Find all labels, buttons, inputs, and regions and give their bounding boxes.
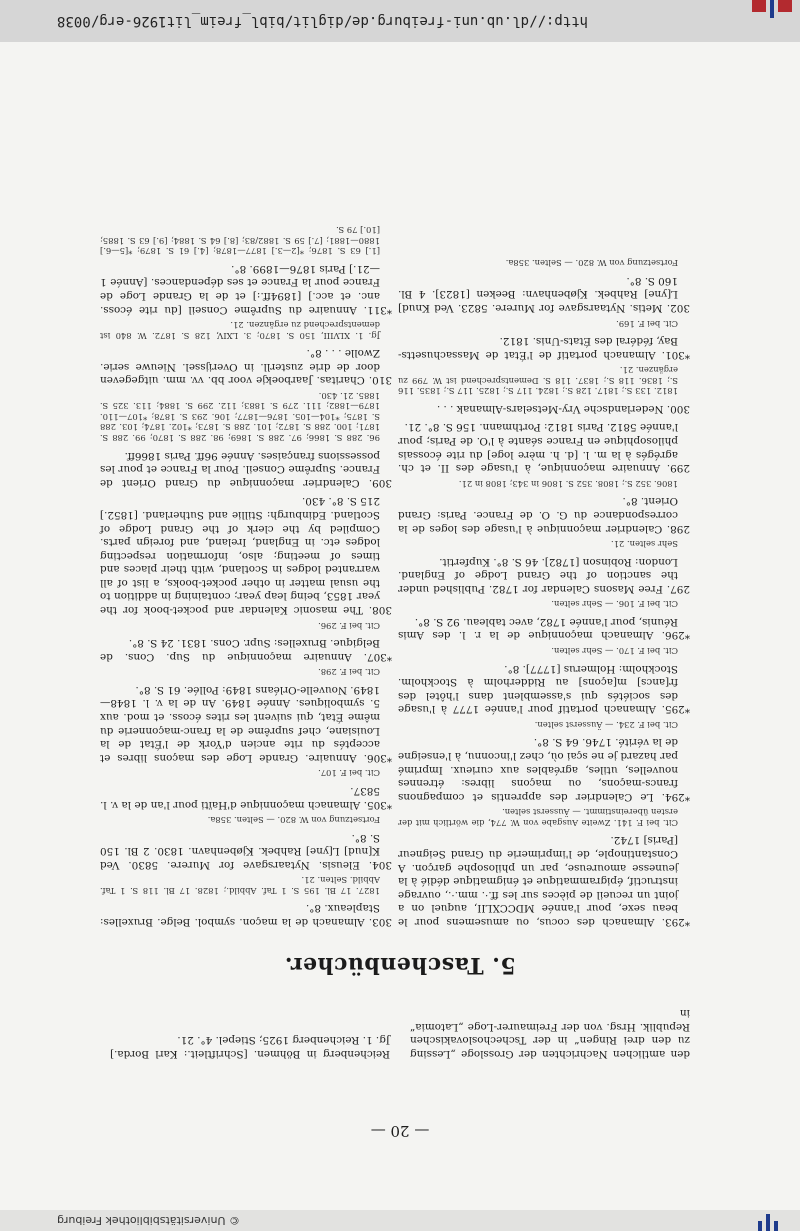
- bibliography-entry: 297. Free Masons Calendar for 1782. Published under the sanction of the Grand Lodge of England. London: Robinson [1782]. 46 S. 8°. Kupfertit.: [398, 555, 690, 595]
- intro-right: Reichenberg in Böhmen. [Schriftleit.: Karl Borda.] Jg. 1. Reichenberg 1925; Stiepel. 4°. 21.: [110, 1034, 390, 1060]
- entry-note: Cit. bei F. 169.: [616, 318, 678, 329]
- watermark-strip: [0, 1210, 800, 1231]
- bibliography-entry: *307. Annuaire maçonnique du Sup. Cons. de Belgique. Bruxelles: Supr. Cons. 1831. 24 S. 8°.: [100, 637, 392, 663]
- bibliography-entry: 299. Annuaire maçonnique, à l'usage des II. et ch. agrégés à la m. l. [d. h. mère loge] du rite écossais philosophique en France séante à l'O. de Paris; pour l'année 5812. Paris 1812: Porthmann. 156 S. 8°. 21.: [398, 421, 690, 475]
- bibliography-entry: 303. Almanach de la maçon. symbol. Belge. Bruxelles: Stapleaux. 8°.: [100, 902, 392, 928]
- entry-note: 1812. 133 S.; 1817. 128 S.; 1824. 117 S.; 1825. 117 S.; 1835. 116 S.; 1836. 118 S.; 1837. 118 S. Dementsprechend ist W. 799 zu ergänzen. 21.: [398, 365, 678, 397]
- entry-note: Cit. bei F. 141. Zweite Ausgabe von W. 774, die wörtlich mit der ersten übereinstimmt. — Äusserst selten.: [398, 807, 678, 828]
- bibliography-entry: *301. Almanach portatif de l'État de Massachusetts-Bay, fédéral des États-Unis. 1812.: [398, 335, 690, 361]
- bibliography-entry: *293. Almanach des cocus, ou amusemens pour le beau sexe, pour l'année MDCCXLII, auquel on a joint un recueil de pièces sur les ff.·. mm.·., ouvrage instructif, épigrammatique et énigmatique dédié à la jeunesse amoureuse, par un philosophe garçon. A Constantinople, de l'imprimerie du Grand Seigneur [Paris] 1742.: [398, 834, 690, 928]
- left-column: [398, 254, 690, 928]
- bibliography-entry: 302. Metis. Nytaarsgave for Murere. 5823. Ved Knud] L[yne] Rahbek. Kjøbenhavn: Beeken [1823]. 4 Bl. 160 S. 8°.: [398, 274, 690, 315]
- bibliography-entry: *306. Annuaire. Grande Loge des maçons libres et acceptés du rite ancien d'York de l'État de la Louisiane, chef suprême de la franc-maçonnerie du même État, qui suivent les rites écoss. et mod. aux 5. symboliques. Année 1849. An de la v. l. 1848—1849. Nouvelle-Orléans 1849: Pollée. 61 S. 8°.: [100, 683, 392, 764]
- entry-note: 96. 288 S. 1866; 97. 288 S. 1869; 98. 288 S. 1870; 99. 288 S. 1871; 100. 288 S. 1872; 101. 288 S. 1873; *102. 1874; 103. 288 S. 1875; *104—105. 1876—1877; 106. 293 S. 1878; *107—110. 1879—1882; 111. 279 S. 1883; 112. 299 S. 1884; 113. 325 S. 1885. 21. 430.: [100, 390, 380, 443]
- intro-left: den amtlichen Nachrichten der Grosslogе „Lessing zu den drei Ringen“ in der Tschechoslovakischen Republik. Hrsg. von der Freimaurer-Loge „Latomia“ in: [410, 1007, 690, 1060]
- entry-note: Cit. bei F. 107.: [318, 768, 380, 779]
- bibliography-entry: 309. Calendrier maçonnique du Grand Orient de France. Suprême Conseil. Pour la France et pour les possessions françaises. Année 96ff. Paris 1866ff.: [100, 449, 392, 489]
- entry-note: Cit. bei F. 234. — Äusserst selten.: [534, 719, 678, 730]
- watermark-text: © Universitätsbibliothek Freiburg: [57, 1214, 240, 1227]
- bibliography-entry: 308. The masonic Kalendar and pocket-book for the year 1853, being leap year; containing in addition to the usual matter in other pocket-books, a list of all warranted lodges in Scotland, with their places and times of meeting; also, information respecting lodges etc. in England, Ireland, and foreign parts. Compiled by the clerk of the Grand Lodge of Scotland. Edinburgh: Stillie and Sutherland. [1852.] 215 S. 8°. 430.: [100, 495, 392, 617]
- entry-note: Sehr selten. 21.: [610, 539, 678, 550]
- bibliography-entry: 298. Calendrier maçonnique à l'usage des loges de la correspondance du G. O. de France. Paris: Grand Orient. 8°.: [398, 495, 690, 535]
- entry-note: [1.] 63 S. 1876; *[2—3.] 1877—1878; [4.] 61 S. 1879; *[5—6.] 1880—1881; [7.] 59 S. 1882/83; [8.] 64 S. 1884; [9.] 63 S. 1885; [10.] 79 S.: [100, 225, 380, 257]
- entry-note: Cit. bei F. 296.: [318, 620, 380, 631]
- entry-note: Fortsetzung von W. 820. — Selten. 358a.: [505, 258, 678, 269]
- entry-note: Fortsetzung von W. 820. — Selten. 358a.: [207, 815, 380, 826]
- section-heading: 5. Taschenbücher.: [284, 952, 516, 978]
- entry-note: Cit. bei F. 170. — Sehr selten.: [551, 646, 678, 656]
- entry-note: Cit. bei F. 298.: [318, 667, 380, 678]
- entry-note: 1806. 352 S.; 1808. 352 S. 1806 in 343; 1808 in 21.: [458, 478, 678, 489]
- bibliography-entry: *305. Almanach maçonnique d'Haïti pour l'an de la v. l. 5837.: [100, 784, 392, 811]
- address-bar[interactable]: [0, 0, 800, 42]
- bibliography-entry: *311. Annuaire du Suprême Conseil [du rite écoss. anc. et acc.] [1894ff.:] et de la Grande Loge de France pour la France et ses dépendances. [Année 1—21.] Paris 1876—1899. 8°.: [100, 262, 392, 316]
- right-column: [100, 221, 392, 928]
- university-mark-icon: [758, 1214, 784, 1231]
- bibliography-entry: 310. Charitas. Jaarboekje voor bb. vv. mm. uitgegeven door de drie zusterll. in Overijssel. Nieuwe serie. Zwolle . . . 8°.: [100, 347, 392, 387]
- scanned-page: [0, 42, 800, 1210]
- entry-note: 1827. 17 Bl. 195 S. 1 Taf. Abbild.; 1828. 17 Bl. 118 S. 1 Taf. Abbild. Selten. 21.: [100, 875, 380, 896]
- bibliography-entry: *295. Almanach portatif pour l'année 1777 à l'usage des sociétés qui s'assemblent dans l'hôtel des fr[ancs] m[açons] au Ridderholm à Stockholm. Stockholm: Holmerus [1777]. 8°.: [398, 662, 690, 716]
- bibliography-entry: *296. Almanach maçonnique de la r. l. des Amis Réunis, pour l'année 1782, avec tableau. 92 S. 8°.: [398, 615, 690, 642]
- bibliography-entry: 304. Eleusis. Nytaarsgave for Murere. 5830. Ved K[nud] L[yne] Rahbek. Kjøbenhavn. 1830. 2 Bl. 150 S. 8°.: [100, 831, 392, 871]
- url-text[interactable]: http://dl.ub.uni-freiburg.de/diglit/bibl_freim_lit1926-erg/0038: [56, 13, 588, 29]
- page-number: — 20 —: [370, 1122, 430, 1140]
- bibliography-entry: *294. Le Calendrier des apprentis et compagnons francs-maçons, ou maçons libres: étrennes nouvelles, utiles, agréables aux curieux. Imprimé par hazard je ne sçai où, chez l'inconnu, à l'enseigne de la vérité. 1746. 64 S. 8°.: [398, 736, 690, 803]
- university-logo-icon: [752, 0, 792, 18]
- entry-note: Jg. 1. XLVIII, 150 S. 1870; 3. LXIV, 128 S. 1872. W. 840 ist dementsprechend zu ergänzen. 21.: [100, 320, 380, 341]
- bibliography-entry: 300. Nederlandsche Vry-Metselars-Almanak . . .: [436, 402, 690, 415]
- entry-note: Cit. bei F. 106. — Sehr selten.: [551, 599, 678, 610]
